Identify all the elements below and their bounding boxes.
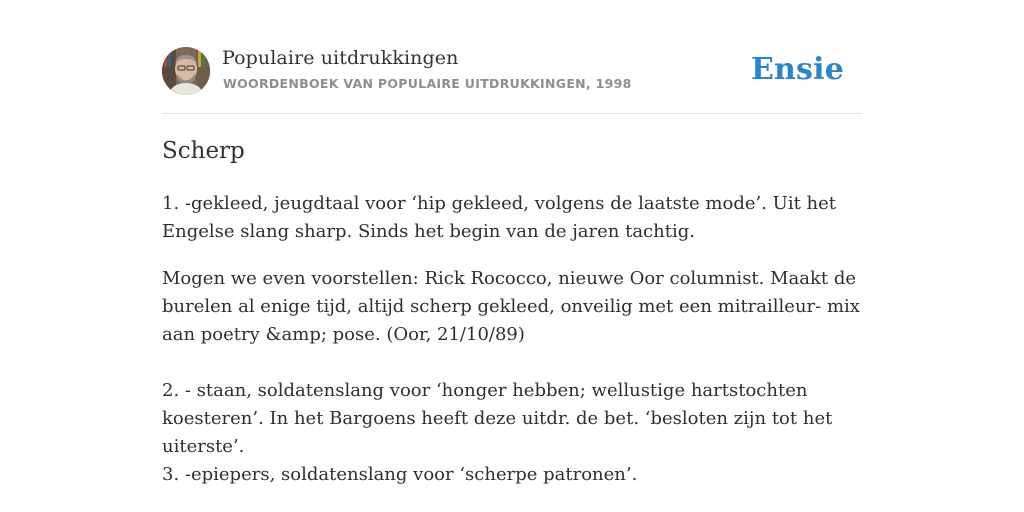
header-divider	[162, 113, 862, 114]
paragraph-spacer	[162, 349, 862, 377]
definition-paragraph-3: 3. -epiepers, soldatenslang voor ‘scherpe patronen’.	[162, 464, 638, 485]
definition-paragraph-1: 1. -gekleed, jeugdtaal voor ‘hip gekleed, volgens de laatste mode’. Uit het Engelse slang sharp. Sinds het begin van de jaren tachtig.	[162, 193, 837, 242]
author-avatar[interactable]	[162, 47, 210, 95]
ensie-logo[interactable]: Ensie	[750, 52, 844, 87]
entry-header	[162, 46, 862, 96]
source-title[interactable]: Populaire uitdrukkingen	[222, 47, 459, 69]
entry-body	[162, 190, 862, 489]
definition-paragraph-2: 2. - staan, soldatenslang voor ‘honger hebben; wellustige hartstochten koesteren’. In het Bargoens heeft deze uitdr. de bet. ‘besloten zijn tot het uiterste’.	[162, 380, 833, 457]
author-avatar-image	[162, 47, 210, 95]
source-subtitle: WOORDENBOEK VAN POPULAIRE UITDRUKKINGEN, 1998	[223, 76, 632, 91]
source-header	[162, 46, 862, 96]
quote-paragraph: Mogen we even voorstellen: Rick Rococco, nieuwe Oor columnist. Maakt de burelen al enige tijd, altijd scherp gekleed, onveilig met een mitrailleur- mix aan poetry &amp; pose. (Oor, 21/10/89)	[162, 268, 860, 345]
entry-term: Scherp	[162, 138, 245, 164]
